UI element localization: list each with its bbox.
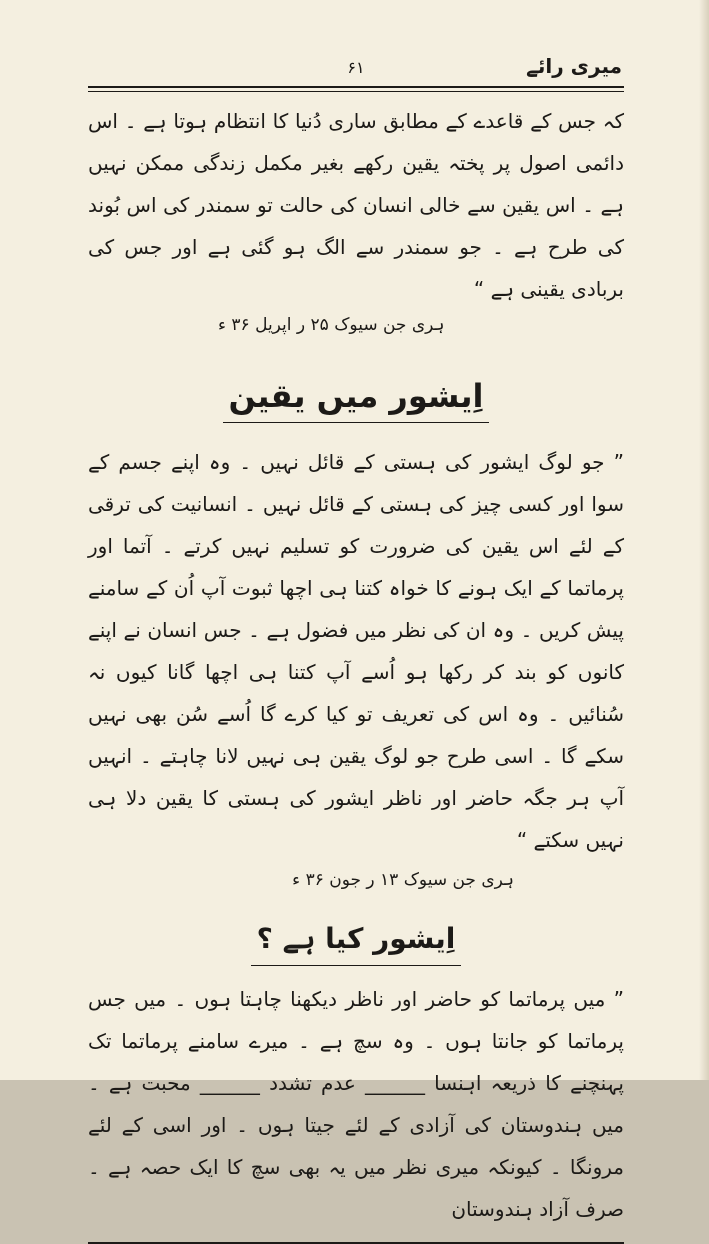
section-belief-in-god: [88, 344, 624, 895]
heading-wrap: [88, 344, 624, 441]
page-content: [88, 50, 624, 1244]
running-header: [88, 50, 624, 86]
heading-text: اِیشور کیا ہے ؟: [251, 915, 462, 966]
page-edge-shadow: [699, 0, 709, 1080]
signature-line: ہری جن سیوک ۱۳ ر جون ۳۶ ء: [292, 870, 514, 890]
running-title: میری رائے: [526, 54, 622, 78]
heading-text: اِیشور میں یقین: [223, 372, 490, 423]
page-number: ۶۱: [347, 58, 365, 77]
section-heading: [88, 372, 624, 423]
section-what-is-god: [88, 899, 624, 1230]
paragraph: ” میں پرماتما کو حاضر اور ناظر دیکھنا چاہتا ہوں ۔ میں جس پرماتما کو جانتا ہوں ۔ وہ سچ ہے ۔ میرے سامنے پرماتما تک پہنچنے کا ذریعہ اہنسا ______ عدم تشدد ______ محبت ہے ۔ میں ہندوستان کی آزادی کے لئے جیتا ہوں ۔ اور اسی کے لئے مرونگا ۔ کیونکہ میری نظر میں یہ بھی سچ کا ایک حصہ ہے ۔ صرف آزاد ہندوستان: [88, 987, 624, 1221]
section-heading: [88, 915, 624, 966]
section-continuation: [88, 100, 624, 340]
paragraph: ” جو لوگ ایشور کی ہستی کے قائل نہیں ۔ وہ اپنے جسم کے سوا اور کسی چیز کی ہستی کے قائل نہیں ۔ انسانیت کی ترقی کے لئے اس یقین کی ضرورت کو تسلیم نہیں کرتے ۔ آتما اور پرماتما کے ایک ہونے کا خواہ کتنا ہی اچھا ثبوت آپ اُن کے سامنے پیش کریں ۔ وہ ان کی نظر میں فضول ہے ۔ جس انسان نے اپنے کانوں کو بند کر رکھا ہو اُسے آپ کتنا ہی اچھا گانا کیوں نہ سُنائیں ۔ وہ اس کی تعریف تو کیا کرے گا اُسے سُن بھی نہیں سکے گا ۔ اسی طرح جو لوگ یقین ہی نہیں لانا چاہتے ۔ انہیں آپ ہر جگہ حاضر اور ناظر ایشور کی ہستی کا یقین دلا ہی نہیں سکتے “: [88, 450, 624, 852]
signature-line: ہری جن سیوک ۲۵ ر اپریل ۳۶ ء: [218, 315, 445, 335]
paragraph: کہ جس کے قاعدے کے مطابق ساری دُنیا کا انتظام ہوتا ہے ۔ اس دائمی اصول پر پختہ یقین رکھے بغیر مکمل زندگی ممکن نہیں ہے ۔ اس یقین سے خالی انسان کی حالت تو سمندر کی اس بُوند کی طرح ہے ۔ جو سمندر سے الگ ہو گئی ہے اور جس کی بربادی یقینی ہے “: [88, 109, 624, 301]
heading-wrap: [88, 899, 624, 978]
header-rule: [88, 86, 624, 92]
